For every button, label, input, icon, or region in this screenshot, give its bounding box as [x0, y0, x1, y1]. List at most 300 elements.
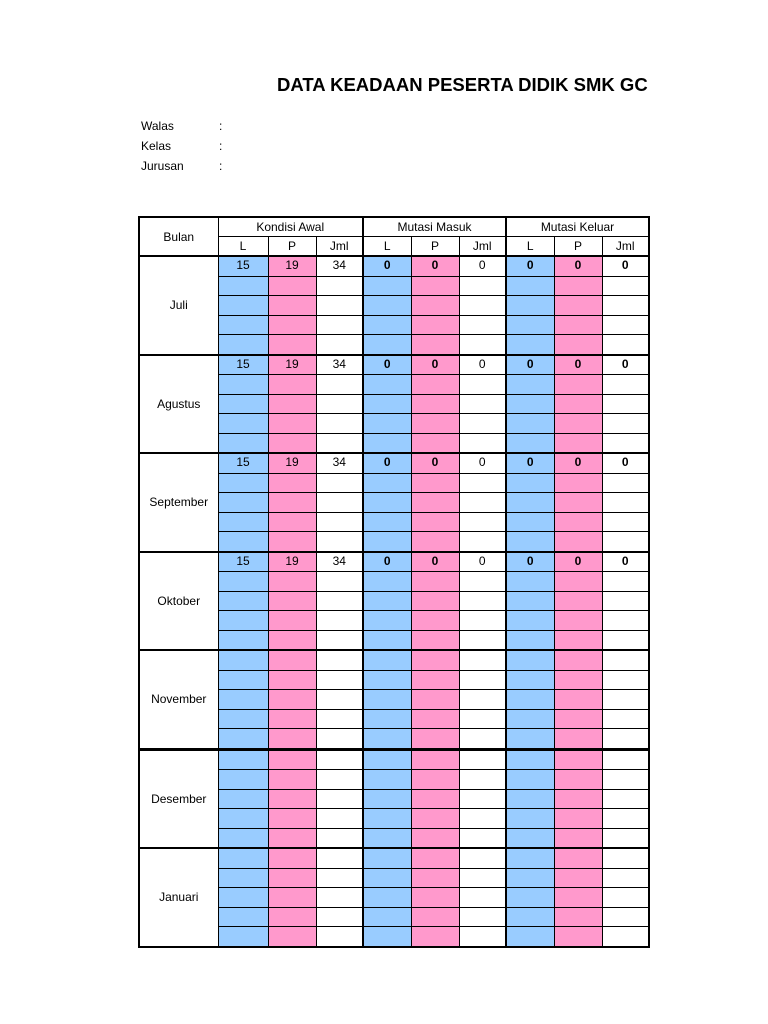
- table-cell: [411, 888, 459, 908]
- table-cell: [363, 532, 411, 552]
- table-cell: [218, 572, 268, 592]
- table-cell: [602, 670, 649, 690]
- table-row: [139, 453, 649, 473]
- table-cell: [459, 670, 506, 690]
- table-cell: [316, 888, 363, 908]
- student-data-table: [138, 216, 650, 948]
- table-cell: [459, 394, 506, 414]
- table-cell: 0: [554, 453, 602, 473]
- table-cell: [268, 414, 316, 434]
- table-cell: [459, 770, 506, 790]
- table-cell: 0: [363, 453, 411, 473]
- table-cell: [602, 572, 649, 592]
- table-cell: 0: [411, 552, 459, 572]
- table-row: [139, 256, 649, 276]
- table-cell: [316, 809, 363, 829]
- table-cell: [316, 375, 363, 395]
- table-cell: [268, 630, 316, 650]
- table-cell: [363, 375, 411, 395]
- table-cell: [316, 709, 363, 729]
- table-cell: [363, 591, 411, 611]
- subheader-l: L: [218, 237, 268, 257]
- table-cell: [411, 749, 459, 770]
- table-cell: [363, 927, 411, 947]
- table-cell: [506, 591, 554, 611]
- table-cell: [459, 276, 506, 296]
- table-cell: [268, 315, 316, 335]
- table-cell: [554, 749, 602, 770]
- table-cell: [602, 611, 649, 631]
- table-cell: [506, 709, 554, 729]
- table-cell: [411, 927, 459, 947]
- table-cell: 0: [459, 355, 506, 375]
- table-cell: 34: [316, 355, 363, 375]
- group-header-mutasi-masuk: Mutasi Masuk: [363, 217, 506, 237]
- table-cell: [554, 394, 602, 414]
- table-cell: [268, 611, 316, 631]
- table-cell: [316, 315, 363, 335]
- table-cell: [602, 789, 649, 809]
- table-cell: [602, 690, 649, 710]
- subheader-p: P: [554, 237, 602, 257]
- table-cell: [411, 650, 459, 670]
- table-cell: [554, 670, 602, 690]
- table-cell: [218, 512, 268, 532]
- table-row: [139, 848, 649, 868]
- table-cell: [411, 690, 459, 710]
- table-cell: [554, 848, 602, 868]
- table-cell: [411, 729, 459, 750]
- table-cell: [411, 907, 459, 927]
- table-cell: [316, 512, 363, 532]
- table-cell: [506, 572, 554, 592]
- table-cell: [218, 315, 268, 335]
- table-cell: [218, 296, 268, 316]
- info-label: Jurusan: [141, 159, 184, 173]
- table-cell: [602, 433, 649, 453]
- table-cell: [316, 749, 363, 770]
- table-cell: [268, 690, 316, 710]
- table-cell: [411, 709, 459, 729]
- table-cell: [554, 315, 602, 335]
- table-cell: [316, 296, 363, 316]
- table-cell: [363, 394, 411, 414]
- table-cell: [316, 611, 363, 631]
- table-cell: [316, 433, 363, 453]
- table-cell: [268, 729, 316, 750]
- table-cell: [268, 532, 316, 552]
- table-cell: 15: [218, 552, 268, 572]
- table-cell: [602, 414, 649, 434]
- table-cell: [459, 335, 506, 355]
- table-cell: [602, 276, 649, 296]
- table-cell: 19: [268, 355, 316, 375]
- table-cell: [602, 335, 649, 355]
- subheader-jml: Jml: [316, 237, 363, 257]
- table-cell: [554, 493, 602, 513]
- table-cell: [411, 670, 459, 690]
- table-cell: [554, 473, 602, 493]
- table-cell: [268, 868, 316, 888]
- table-cell: 15: [218, 453, 268, 473]
- table-cell: 19: [268, 256, 316, 276]
- table-cell: [218, 907, 268, 927]
- table-cell: [218, 927, 268, 947]
- subheader-l: L: [363, 237, 411, 257]
- table-cell: [554, 907, 602, 927]
- table-cell: [554, 690, 602, 710]
- table-cell: [363, 414, 411, 434]
- table-cell: [602, 749, 649, 770]
- table-cell: [411, 276, 459, 296]
- table-cell: [459, 848, 506, 868]
- table-cell: [268, 789, 316, 809]
- table-cell: [363, 473, 411, 493]
- table-cell: 0: [554, 552, 602, 572]
- table-cell: [459, 591, 506, 611]
- table-cell: [268, 375, 316, 395]
- table-cell: [506, 729, 554, 750]
- table-cell: [506, 749, 554, 770]
- table-cell: [506, 315, 554, 335]
- table-cell: [316, 493, 363, 513]
- table-cell: [459, 473, 506, 493]
- table-cell: [363, 611, 411, 631]
- table-cell: [316, 729, 363, 750]
- table-cell: [554, 335, 602, 355]
- table-cell: [506, 394, 554, 414]
- table-cell: [459, 572, 506, 592]
- table-cell: [363, 868, 411, 888]
- table-cell: [602, 809, 649, 829]
- table-cell: [268, 473, 316, 493]
- table-cell: [411, 433, 459, 453]
- table-cell: [316, 927, 363, 947]
- table-cell: 34: [316, 256, 363, 276]
- table-cell: 0: [363, 552, 411, 572]
- table-cell: [506, 335, 554, 355]
- subheader-jml: Jml: [602, 237, 649, 257]
- table-cell: [459, 630, 506, 650]
- subheader-l: L: [506, 237, 554, 257]
- table-cell: 34: [316, 552, 363, 572]
- table-cell: [506, 512, 554, 532]
- table-cell: [363, 650, 411, 670]
- month-label: November: [139, 650, 218, 749]
- table-cell: [268, 749, 316, 770]
- table-cell: [218, 789, 268, 809]
- table-cell: [411, 375, 459, 395]
- table-cell: [459, 690, 506, 710]
- table-cell: [363, 770, 411, 790]
- month-label: September: [139, 453, 218, 552]
- table-cell: [554, 433, 602, 453]
- table-cell: [363, 512, 411, 532]
- table-cell: [218, 433, 268, 453]
- table-cell: [316, 907, 363, 927]
- table-cell: [363, 907, 411, 927]
- table-cell: [363, 276, 411, 296]
- table-cell: [459, 729, 506, 750]
- table-cell: 0: [602, 355, 649, 375]
- table-cell: [554, 789, 602, 809]
- table-cell: [554, 927, 602, 947]
- table-cell: 0: [459, 256, 506, 276]
- table-cell: [218, 690, 268, 710]
- table-cell: [459, 888, 506, 908]
- table-cell: [602, 709, 649, 729]
- month-label: Desember: [139, 749, 218, 848]
- info-colon: :: [219, 119, 223, 133]
- table-cell: [218, 335, 268, 355]
- table-cell: [602, 630, 649, 650]
- group-header-kondisi-awal: Kondisi Awal: [218, 217, 363, 237]
- table-cell: [218, 749, 268, 770]
- table-cell: 0: [506, 453, 554, 473]
- month-label: Januari: [139, 848, 218, 947]
- table-body: [139, 256, 649, 947]
- table-cell: [218, 375, 268, 395]
- table-cell: [459, 789, 506, 809]
- table-cell: [363, 888, 411, 908]
- table-cell: [411, 770, 459, 790]
- table-cell: 19: [268, 453, 316, 473]
- table-cell: [506, 532, 554, 552]
- table-cell: [218, 532, 268, 552]
- table-cell: [506, 670, 554, 690]
- table-cell: [506, 433, 554, 453]
- table-cell: [554, 591, 602, 611]
- table-cell: [363, 670, 411, 690]
- table-cell: [363, 690, 411, 710]
- table-cell: [411, 591, 459, 611]
- table-cell: [506, 690, 554, 710]
- table-cell: [316, 770, 363, 790]
- table-cell: [602, 473, 649, 493]
- table-cell: [218, 828, 268, 848]
- table-cell: [459, 828, 506, 848]
- info-colon: :: [219, 139, 223, 153]
- table-cell: 15: [218, 355, 268, 375]
- table-cell: [602, 493, 649, 513]
- table-cell: [363, 572, 411, 592]
- table-cell: [554, 888, 602, 908]
- table-cell: [316, 650, 363, 670]
- table-cell: [268, 709, 316, 729]
- table-cell: 0: [506, 552, 554, 572]
- table-cell: [506, 630, 554, 650]
- table-cell: [411, 809, 459, 829]
- table-cell: [316, 868, 363, 888]
- table-cell: [268, 276, 316, 296]
- table-cell: [554, 512, 602, 532]
- table-cell: [554, 650, 602, 670]
- table-cell: 0: [363, 256, 411, 276]
- table-cell: [554, 296, 602, 316]
- table-cell: [363, 729, 411, 750]
- table-cell: [459, 709, 506, 729]
- table-cell: [268, 907, 316, 927]
- table-cell: 19: [268, 552, 316, 572]
- table-cell: [218, 729, 268, 750]
- table-cell: [316, 276, 363, 296]
- table-cell: [459, 315, 506, 335]
- table-cell: [363, 630, 411, 650]
- table-cell: [218, 276, 268, 296]
- table-cell: [459, 749, 506, 770]
- table-cell: [506, 888, 554, 908]
- table-cell: 0: [554, 355, 602, 375]
- table-cell: [411, 789, 459, 809]
- table-cell: [506, 770, 554, 790]
- bulan-header: Bulan: [139, 217, 218, 256]
- table-cell: 0: [506, 256, 554, 276]
- table-cell: [506, 375, 554, 395]
- table-cell: [459, 433, 506, 453]
- table-cell: 15: [218, 256, 268, 276]
- table-cell: [602, 729, 649, 750]
- table-cell: [268, 512, 316, 532]
- table-cell: [316, 335, 363, 355]
- table-cell: [554, 532, 602, 552]
- table-cell: [411, 868, 459, 888]
- table-cell: [316, 670, 363, 690]
- table-cell: [363, 296, 411, 316]
- table-cell: [268, 394, 316, 414]
- table-cell: [554, 868, 602, 888]
- document-title: DATA KEADAAN PESERTA DIDIK SMK GC: [277, 74, 648, 95]
- table-cell: [268, 888, 316, 908]
- table-cell: [316, 414, 363, 434]
- table-cell: [218, 770, 268, 790]
- table-cell: [218, 611, 268, 631]
- table-cell: 0: [411, 453, 459, 473]
- info-colon: :: [219, 159, 223, 173]
- table-cell: [506, 907, 554, 927]
- table-cell: 34: [316, 453, 363, 473]
- table-cell: [602, 296, 649, 316]
- table-cell: [218, 888, 268, 908]
- table-cell: [602, 848, 649, 868]
- table-cell: [602, 650, 649, 670]
- table-cell: [554, 611, 602, 631]
- table-cell: [316, 848, 363, 868]
- table-cell: [268, 335, 316, 355]
- table-cell: [506, 868, 554, 888]
- table-cell: [602, 394, 649, 414]
- table-cell: [506, 927, 554, 947]
- table-cell: [268, 809, 316, 829]
- table-cell: [268, 433, 316, 453]
- month-label: Agustus: [139, 355, 218, 454]
- table-cell: [411, 473, 459, 493]
- subheader-p: P: [268, 237, 316, 257]
- table-cell: [218, 630, 268, 650]
- table-cell: [411, 296, 459, 316]
- table-cell: [411, 512, 459, 532]
- table-cell: [268, 828, 316, 848]
- table-cell: [506, 809, 554, 829]
- table-cell: [506, 789, 554, 809]
- table-cell: 0: [459, 453, 506, 473]
- table-cell: [602, 828, 649, 848]
- table-cell: 0: [602, 453, 649, 473]
- table-cell: [459, 809, 506, 829]
- table-cell: [411, 493, 459, 513]
- table-cell: [411, 394, 459, 414]
- table-cell: [218, 394, 268, 414]
- table-cell: [554, 572, 602, 592]
- table-cell: [268, 591, 316, 611]
- table-cell: [363, 789, 411, 809]
- table-cell: [602, 591, 649, 611]
- table-cell: 0: [602, 552, 649, 572]
- table-cell: [506, 611, 554, 631]
- table-cell: [411, 532, 459, 552]
- table-cell: [602, 532, 649, 552]
- info-label: Kelas: [141, 139, 172, 153]
- table-cell: [602, 927, 649, 947]
- table-cell: [554, 828, 602, 848]
- table-cell: [316, 591, 363, 611]
- table-cell: [506, 848, 554, 868]
- table-cell: [602, 888, 649, 908]
- table-cell: [602, 512, 649, 532]
- table-cell: [506, 276, 554, 296]
- table-cell: [218, 670, 268, 690]
- table-cell: [316, 572, 363, 592]
- table-cell: [411, 335, 459, 355]
- table-cell: [554, 276, 602, 296]
- table-cell: [268, 848, 316, 868]
- table-cell: [268, 927, 316, 947]
- table-cell: [411, 630, 459, 650]
- table-cell: [363, 433, 411, 453]
- table-cell: [506, 473, 554, 493]
- table-cell: [316, 630, 363, 650]
- table-cell: [411, 611, 459, 631]
- table-cell: [602, 868, 649, 888]
- table-cell: 0: [506, 355, 554, 375]
- table-cell: [411, 315, 459, 335]
- table-cell: [602, 315, 649, 335]
- table-cell: [554, 414, 602, 434]
- table-cell: [218, 848, 268, 868]
- table-cell: [316, 828, 363, 848]
- table-cell: 0: [554, 256, 602, 276]
- table-cell: [268, 650, 316, 670]
- table-cell: [316, 690, 363, 710]
- table-cell: [459, 493, 506, 513]
- info-label: Walas: [141, 119, 174, 133]
- table-cell: [506, 414, 554, 434]
- table-cell: [218, 868, 268, 888]
- table-row: [139, 355, 649, 375]
- table-cell: 0: [363, 355, 411, 375]
- table-cell: [316, 394, 363, 414]
- table-row: [139, 552, 649, 572]
- table-row: [139, 650, 649, 670]
- table-cell: [459, 868, 506, 888]
- table-cell: [554, 770, 602, 790]
- month-label: Juli: [139, 256, 218, 355]
- table-cell: [411, 414, 459, 434]
- table-cell: [554, 709, 602, 729]
- table-cell: [554, 729, 602, 750]
- table-cell: [554, 809, 602, 829]
- table-cell: [459, 532, 506, 552]
- table-cell: [218, 591, 268, 611]
